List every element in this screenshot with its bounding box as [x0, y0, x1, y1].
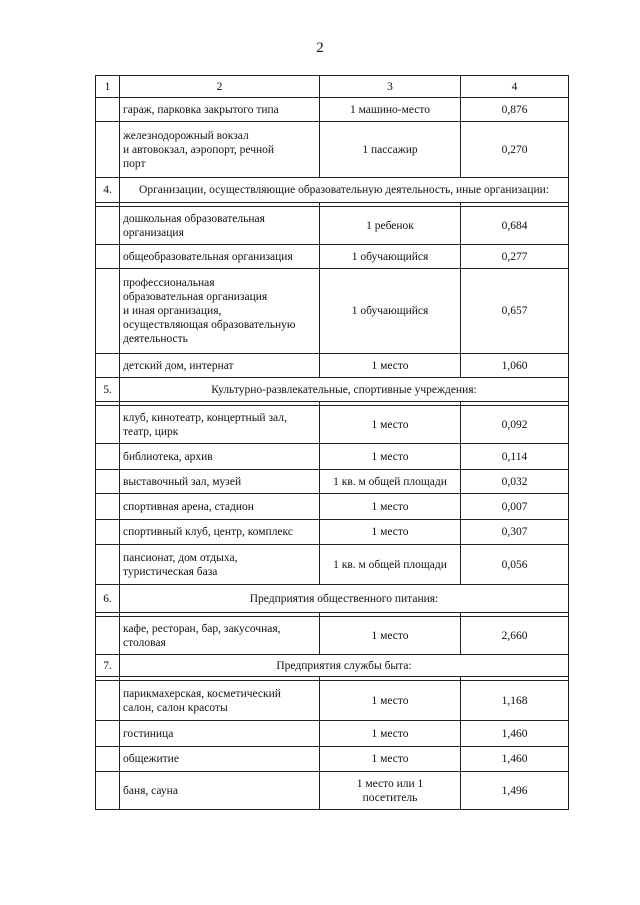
- row-number-cell: [96, 470, 120, 494]
- table-row: [96, 617, 569, 655]
- table-row: [96, 681, 569, 721]
- facility-name: дошкольная образовательная организация: [120, 207, 320, 245]
- table-row: [96, 470, 569, 494]
- facility-name: общежитие: [120, 747, 320, 772]
- coefficient-value: 0,056: [461, 545, 569, 585]
- unit-of-measure: 1 место: [320, 494, 461, 520]
- coefficient-value: 0,270: [461, 122, 569, 178]
- section-number: 4.: [96, 178, 120, 203]
- row-number-cell: [96, 772, 120, 810]
- unit-of-measure: 1 обучающийся: [320, 245, 461, 269]
- facility-name: кафе, ресторан, бар, закусочная, столовая: [120, 617, 320, 655]
- row-number-cell: [96, 520, 120, 545]
- section-row: [96, 378, 569, 402]
- table-row: [96, 406, 569, 444]
- section-title: Предприятия службы быта:: [120, 655, 569, 677]
- coefficient-value: 1,060: [461, 354, 569, 378]
- unit-of-measure: 1 место: [320, 721, 461, 747]
- coefficient-value: 0,092: [461, 406, 569, 444]
- unit-of-measure: 1 место: [320, 444, 461, 470]
- row-number-cell: [96, 269, 120, 354]
- facility-name: баня, сауна: [120, 772, 320, 810]
- facility-name: детский дом, интернат: [120, 354, 320, 378]
- facility-name: парикмахерская, косметический салон, салон красоты: [120, 681, 320, 721]
- row-number-cell: [96, 354, 120, 378]
- row-number-cell: [96, 406, 120, 444]
- table-row: [96, 98, 569, 122]
- coefficient-value: 0,277: [461, 245, 569, 269]
- facility-name: железнодорожный вокзал и автовокзал, аэропорт, речной порт: [120, 122, 320, 178]
- table-row: [96, 122, 569, 178]
- facility-name: библиотека, архив: [120, 444, 320, 470]
- facility-name: общеобразовательная организация: [120, 245, 320, 269]
- header-col-4: 4: [461, 76, 569, 98]
- unit-of-measure: 1 пассажир: [320, 122, 461, 178]
- coefficient-value: 2,660: [461, 617, 569, 655]
- section-row: [96, 178, 569, 203]
- unit-of-measure: 1 кв. м общей площади: [320, 545, 461, 585]
- header-row: [96, 76, 569, 98]
- row-number-cell: [96, 721, 120, 747]
- facility-name: гостиница: [120, 721, 320, 747]
- unit-of-measure: 1 место: [320, 681, 461, 721]
- coefficient-value: 1,168: [461, 681, 569, 721]
- page-number: 2: [316, 40, 324, 56]
- coefficient-value: 1,460: [461, 747, 569, 772]
- section-number: 5.: [96, 378, 120, 402]
- row-number-cell: [96, 98, 120, 122]
- unit-of-measure: 1 место: [320, 406, 461, 444]
- unit-of-measure: 1 место: [320, 617, 461, 655]
- section-title: Культурно-развлекательные, спортивные учреждения:: [120, 378, 569, 402]
- table-row: [96, 772, 569, 810]
- facility-name: клуб, кинотеатр, концертный зал, театр, цирк: [120, 406, 320, 444]
- table-row: [96, 444, 569, 470]
- facility-name: спортивный клуб, центр, комплекс: [120, 520, 320, 545]
- unit-of-measure: 1 место или 1 посетитель: [320, 772, 461, 810]
- tariff-table: [95, 75, 569, 810]
- coefficient-value: 0,307: [461, 520, 569, 545]
- row-number-cell: [96, 545, 120, 585]
- coefficient-value: 1,460: [461, 721, 569, 747]
- table-row: [96, 207, 569, 245]
- coefficient-value: 0,876: [461, 98, 569, 122]
- unit-of-measure: 1 машино-место: [320, 98, 461, 122]
- unit-of-measure: 1 ребенок: [320, 207, 461, 245]
- row-number-cell: [96, 494, 120, 520]
- unit-of-measure: 1 обучающийся: [320, 269, 461, 354]
- table-row: [96, 269, 569, 354]
- section-row: [96, 585, 569, 613]
- unit-of-measure: 1 место: [320, 747, 461, 772]
- row-number-cell: [96, 207, 120, 245]
- coefficient-value: 0,114: [461, 444, 569, 470]
- header-col-2: 2: [120, 76, 320, 98]
- coefficient-value: 0,032: [461, 470, 569, 494]
- section-title: Предприятия общественного питания:: [120, 585, 569, 613]
- row-number-cell: [96, 444, 120, 470]
- unit-of-measure: 1 место: [320, 520, 461, 545]
- section-title: Организации, осуществляющие образовательную деятельность, иные организации:: [120, 178, 569, 203]
- row-number-cell: [96, 245, 120, 269]
- row-number-cell: [96, 617, 120, 655]
- table-row: [96, 545, 569, 585]
- table-row: [96, 245, 569, 269]
- facility-name: пансионат, дом отдыха, туристическая база: [120, 545, 320, 585]
- table-row: [96, 520, 569, 545]
- coefficient-value: 0,684: [461, 207, 569, 245]
- section-number: 6.: [96, 585, 120, 613]
- unit-of-measure: 1 кв. м общей площади: [320, 470, 461, 494]
- header-col-1: 1: [96, 76, 120, 98]
- facility-name: спортивная арена, стадион: [120, 494, 320, 520]
- header-col-3: 3: [320, 76, 461, 98]
- section-number: 7.: [96, 655, 120, 677]
- coefficient-value: 0,657: [461, 269, 569, 354]
- coefficient-value: 0,007: [461, 494, 569, 520]
- section-row: [96, 655, 569, 677]
- table-row: [96, 494, 569, 520]
- row-number-cell: [96, 747, 120, 772]
- row-number-cell: [96, 122, 120, 178]
- facility-name: гараж, парковка закрытого типа: [120, 98, 320, 122]
- facility-name: профессиональная образовательная организация и иная организация, осуществляющая образовательную деятельность: [120, 269, 320, 354]
- table-row: [96, 354, 569, 378]
- unit-of-measure: 1 место: [320, 354, 461, 378]
- table-row: [96, 721, 569, 747]
- facility-name: выставочный зал, музей: [120, 470, 320, 494]
- coefficient-value: 1,496: [461, 772, 569, 810]
- row-number-cell: [96, 681, 120, 721]
- table-row: [96, 747, 569, 772]
